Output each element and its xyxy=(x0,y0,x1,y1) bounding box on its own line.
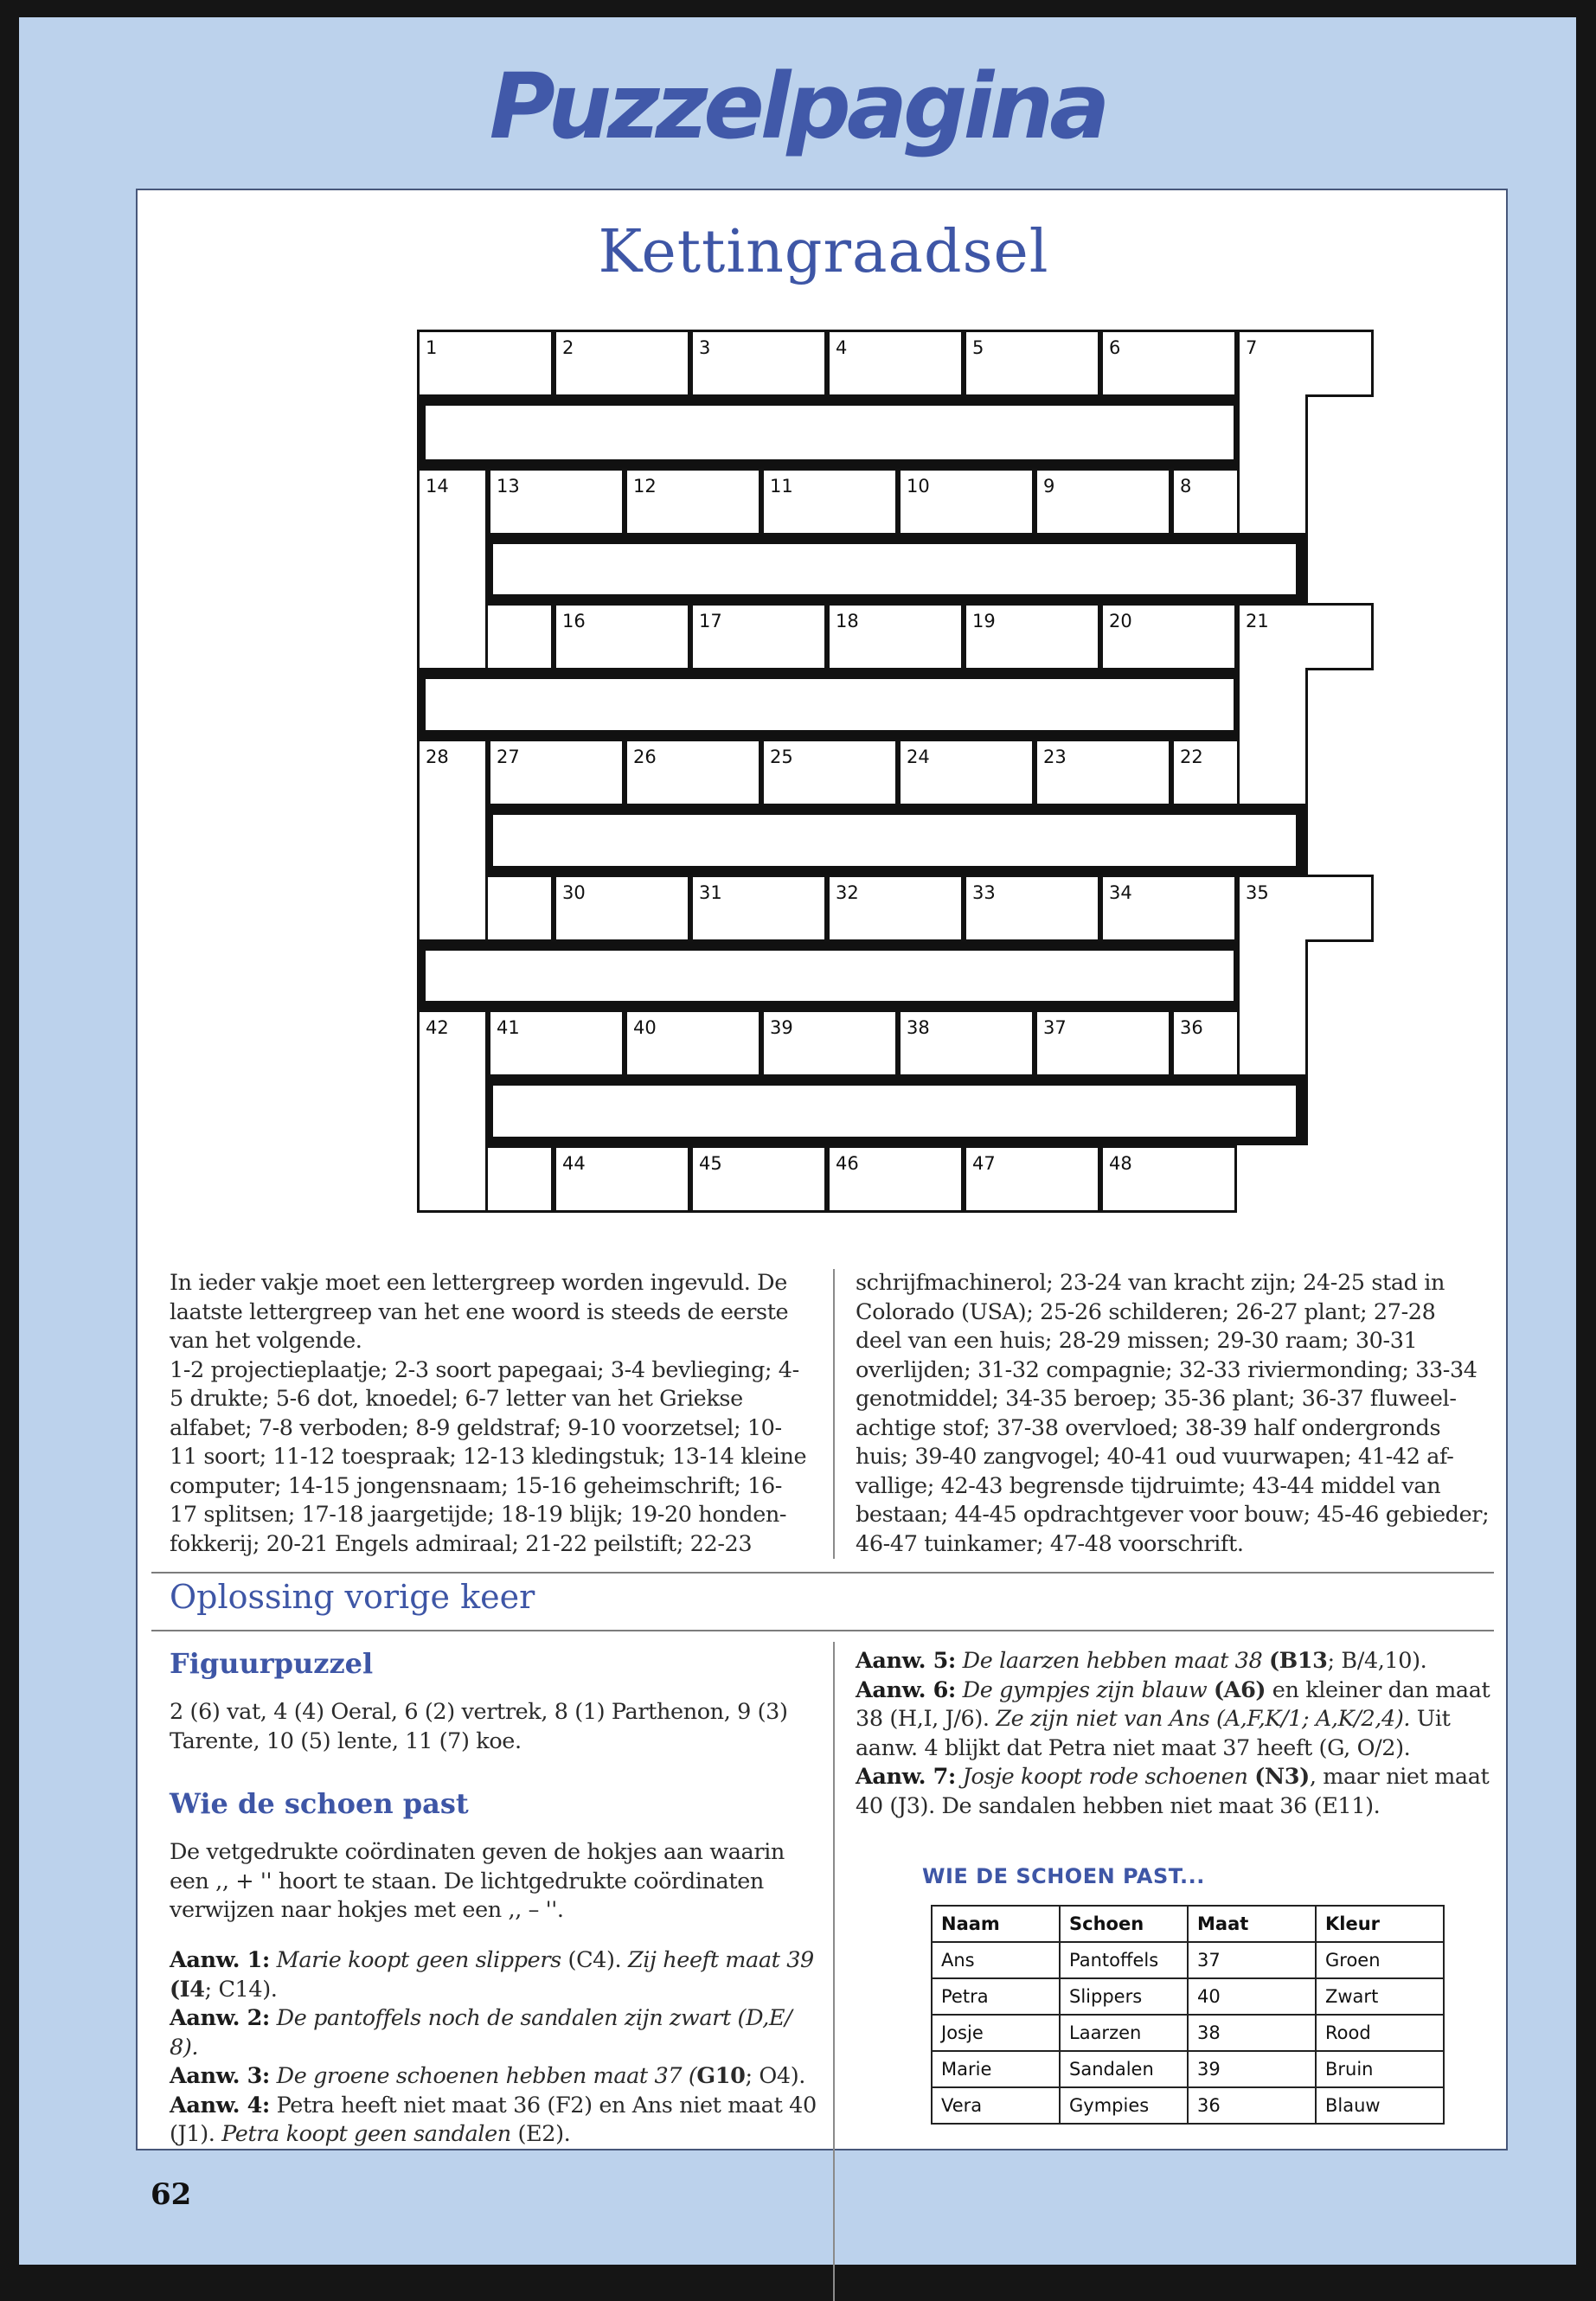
grid-cell[interactable] xyxy=(1100,875,1237,942)
hint-bold: (B13 xyxy=(1269,1648,1328,1674)
clues-left-column xyxy=(170,1269,810,1559)
cell-number: 23 xyxy=(1043,747,1067,767)
clue-line: van het volgende. xyxy=(170,1328,362,1354)
grid-connector xyxy=(417,804,488,942)
grid-cell[interactable] xyxy=(417,330,554,397)
grid-cell[interactable] xyxy=(898,739,1035,806)
clue-line: 1-2 projectieplaatje; 2-3 soort papegaai; 3-4 bevlieging; 4- xyxy=(170,1356,799,1383)
cell-number: 8 xyxy=(1180,476,1192,497)
clue-line: 17 splitsen; 17-18 jaargetijde; 18-19 blijk; 19-20 honden- xyxy=(170,1502,787,1528)
grid-cell[interactable] xyxy=(488,1009,625,1077)
hint-italic: Josje koopt rode schoenen xyxy=(962,1764,1248,1790)
clue-line: huis; 39-40 zangvogel; 40-41 oud vuurwapen; 41-42 af- xyxy=(856,1444,1454,1470)
hint-text: (E2). xyxy=(510,2121,571,2147)
table-cell: 40 xyxy=(1188,1978,1316,2015)
grid-cell[interactable] xyxy=(1237,875,1374,942)
text-line: een ,, + '' hoort te staan. De lichtgedrukte coördinaten xyxy=(170,1868,764,1894)
schoen-intro xyxy=(170,1838,827,1926)
magazine-page xyxy=(19,17,1576,2265)
text-line: De vetgedrukte coördinaten geven de hokjes aan waarin xyxy=(170,1839,785,1865)
cell-number: 5 xyxy=(972,337,984,358)
cell-number: 13 xyxy=(497,476,520,497)
grid-cell[interactable] xyxy=(554,875,690,942)
table-cell: Pantoffels xyxy=(1060,1942,1188,1978)
table-cell: Groen xyxy=(1316,1942,1444,1978)
text-line: verwijzen naar hokjes met een ,, – ''. xyxy=(170,1897,564,1923)
grid-cell[interactable] xyxy=(964,330,1100,397)
hint-text: (C4). xyxy=(561,1947,628,1973)
cell-number: 38 xyxy=(907,1017,930,1038)
hint-text: en kleiner dan maat xyxy=(1266,1676,1490,1703)
column-header: Maat xyxy=(1188,1906,1316,1942)
grid-connector xyxy=(1237,939,1308,1077)
cell-number: 21 xyxy=(1246,611,1269,631)
column-divider xyxy=(833,1642,835,2301)
grid-corridor xyxy=(426,951,1234,1001)
cell-number: 33 xyxy=(972,882,996,903)
hint-text: Uit xyxy=(1410,1706,1451,1732)
cell-number: 31 xyxy=(699,882,722,903)
grid-cell[interactable] xyxy=(964,603,1100,670)
cell-number: 2 xyxy=(562,337,574,358)
clue-line: Colorado (USA); 25-26 schilderen; 26-27 plant; 27-28 xyxy=(856,1298,1436,1325)
grid-cell[interactable] xyxy=(827,875,964,942)
clue-line: computer; 14-15 jongensnaam; 15-16 geheimschrift; 16- xyxy=(170,1472,782,1499)
clue-line: genotmiddel; 34-35 beroep; 35-36 plant; 36-37 fluweel- xyxy=(856,1386,1457,1412)
clue-line: deel van een huis; 28-29 missen; 29-30 raam; 30-31 xyxy=(856,1328,1418,1354)
table-cell: Sandalen xyxy=(1060,2051,1188,2087)
table-cell: Petra xyxy=(932,1978,1060,2015)
table-row xyxy=(932,2087,1444,2124)
grid-cell[interactable] xyxy=(488,468,625,535)
grid-cell[interactable] xyxy=(1035,468,1171,535)
grid-cell[interactable] xyxy=(1100,1145,1237,1213)
column-divider xyxy=(833,1269,835,1559)
column-header: Schoen xyxy=(1060,1906,1188,1942)
grid-cell[interactable] xyxy=(1237,603,1374,670)
grid-cell[interactable] xyxy=(554,603,690,670)
page-title: Kettingraadsel xyxy=(598,218,1049,286)
cell-number: 42 xyxy=(426,1017,449,1038)
hint-bold: (A6) xyxy=(1214,1676,1266,1703)
hint-italic: De pantoffels noch de sandalen zijn zwart (D,E/ xyxy=(276,2005,792,2031)
table-cell: Rood xyxy=(1316,2015,1444,2051)
hint-italic: 8). xyxy=(170,2034,199,2061)
cell-number: 22 xyxy=(1180,747,1203,767)
grid-cell[interactable] xyxy=(898,1009,1035,1077)
hints-left xyxy=(170,1946,827,2150)
cell-number: 46 xyxy=(836,1153,859,1174)
grid-connector xyxy=(1237,394,1308,535)
cell-number: 20 xyxy=(1109,611,1132,631)
section-rule xyxy=(151,1630,1494,1631)
cell-number: 39 xyxy=(770,1017,793,1038)
table-cell: 38 xyxy=(1188,2015,1316,2051)
cell-number: 48 xyxy=(1109,1153,1132,1174)
solution-table xyxy=(931,1905,1445,2125)
clue-line: alfabet; 7-8 verboden; 8-9 geldstraf; 9-10 voorzetsel; 10- xyxy=(170,1414,782,1441)
clue-line: laatste lettergreep van het ene woord is steeds de eerste xyxy=(170,1298,789,1325)
grid-cell[interactable] xyxy=(827,603,964,670)
content-panel xyxy=(136,189,1508,2150)
grid-cell[interactable] xyxy=(554,1145,690,1213)
grid-corridor xyxy=(493,1086,1296,1137)
clue-line: overlijden; 31-32 compagnie; 32-33 riviermonding; 33-34 xyxy=(856,1356,1477,1383)
cell-number: 41 xyxy=(497,1017,520,1038)
cell-number: 40 xyxy=(633,1017,657,1038)
clue-line: 5 drukte; 5-6 dot, knoedel; 6-7 letter van het Griekse xyxy=(170,1386,743,1412)
hint-text: ; O4). xyxy=(745,2063,805,2089)
grid-cell[interactable] xyxy=(761,1009,898,1077)
hints-right xyxy=(856,1647,1496,1821)
figuurpuzzel-answer xyxy=(170,1698,827,1756)
cell-number: 16 xyxy=(562,611,586,631)
cell-number: 10 xyxy=(907,476,930,497)
clue-line: 46-47 tuinkamer; 47-48 voorschrift. xyxy=(856,1530,1244,1557)
hint-bold: (N3) xyxy=(1254,1764,1310,1790)
hint-text: 38 (H,I, J/6). xyxy=(856,1706,997,1732)
table-cell: Gympies xyxy=(1060,2087,1188,2124)
cell-number: 12 xyxy=(633,476,657,497)
hint-italic: Ze zijn niet van Ans (A,F,K/1; A,K/2,4). xyxy=(996,1706,1411,1732)
clue-line: vallige; 42-43 begrensde tijdruimte; 43-44 middel van xyxy=(856,1472,1441,1499)
clue-line: achtige stof; 37-38 overvloed; 38-39 half ondergronds xyxy=(856,1414,1441,1441)
cell-number: 28 xyxy=(426,747,449,767)
grid-cell[interactable] xyxy=(417,468,488,535)
grid-cell[interactable] xyxy=(690,875,827,942)
hint-italic: Zij heeft maat 39 xyxy=(627,1947,814,1973)
hint-bold: (I4 xyxy=(170,1976,205,2003)
grid-cell[interactable] xyxy=(690,330,827,397)
table-row xyxy=(932,2051,1444,2087)
table-cell: Laarzen xyxy=(1060,2015,1188,2051)
grid-cell[interactable] xyxy=(488,739,625,806)
grid-cell[interactable] xyxy=(417,1009,488,1077)
table-cell: 36 xyxy=(1188,2087,1316,2124)
cell-number: 47 xyxy=(972,1153,996,1174)
cell-number: 1 xyxy=(426,337,438,358)
cell-number: 6 xyxy=(1109,337,1121,358)
hint-italic: Marie koopt geen slippers xyxy=(276,1947,561,1973)
table-cell: Blauw xyxy=(1316,2087,1444,2124)
clues-right-column xyxy=(856,1269,1504,1559)
hint-italic: De gympjes zijn blauw xyxy=(962,1676,1208,1703)
cell-number: 26 xyxy=(633,747,657,767)
hint-label: Aanw. 5: xyxy=(856,1648,956,1674)
hint-text: , maar niet maat xyxy=(1309,1764,1490,1790)
table-cell: Marie xyxy=(932,2051,1060,2087)
grid-corridor xyxy=(426,679,1234,730)
cell-number: 27 xyxy=(497,747,520,767)
clue-line: In ieder vakje moet een lettergreep worden ingevuld. De xyxy=(170,1270,787,1296)
hint-bold: G10 xyxy=(696,2063,746,2089)
cell-number: 30 xyxy=(562,882,586,903)
hint-italic: De groene schoenen hebben maat 37 ( xyxy=(276,2063,697,2089)
grid-cell[interactable] xyxy=(964,875,1100,942)
cell-number: 9 xyxy=(1043,476,1055,497)
table-cell: Bruin xyxy=(1316,2051,1444,2087)
cell-number: 14 xyxy=(426,476,449,497)
text-line: 2 (6) vat, 4 (4) Oeral, 6 (2) vertrek, 8 (1) Parthenon, 9 (3) xyxy=(170,1699,788,1725)
grid-cell[interactable] xyxy=(1035,1009,1171,1077)
grid-cell[interactable] xyxy=(898,468,1035,535)
column-header: Kleur xyxy=(1316,1906,1444,1942)
hint-text: (J1). xyxy=(170,2121,222,2147)
cell-number: 3 xyxy=(699,337,711,358)
hint-text: Petra heeft niet maat 36 (F2) en Ans niet maat 40 xyxy=(269,2092,817,2118)
hint-text: 40 (J3). De sandalen hebben niet maat 36 (E11). xyxy=(856,1792,1381,1819)
puzzle-page-banner: Puzzelpagina xyxy=(489,54,1106,159)
grid-cell[interactable] xyxy=(625,739,761,806)
cell-number: 37 xyxy=(1043,1017,1067,1038)
cell-number: 24 xyxy=(907,747,930,767)
grid-corridor xyxy=(493,544,1296,594)
solution-heading: Oplossing vorige keer xyxy=(170,1578,535,1616)
table-cell: Josje xyxy=(932,2015,1060,2051)
cell-number: 7 xyxy=(1246,337,1258,358)
grid-cell[interactable] xyxy=(690,603,827,670)
cell-number: 45 xyxy=(699,1153,722,1174)
grid-cell[interactable] xyxy=(1100,603,1237,670)
hint-label: Aanw. 6: xyxy=(856,1676,956,1703)
hint-label: Aanw. 4: xyxy=(170,2092,270,2118)
grid-cell[interactable] xyxy=(1035,739,1171,806)
hint-italic: De laarzen hebben maat 38 xyxy=(962,1648,1263,1674)
table-row xyxy=(932,2015,1444,2051)
grid-cell[interactable] xyxy=(761,739,898,806)
cell-number: 19 xyxy=(972,611,996,631)
cell-number: 11 xyxy=(770,476,793,497)
cell-number: 36 xyxy=(1180,1017,1203,1038)
table-cell: Vera xyxy=(932,2087,1060,2124)
grid-cell[interactable] xyxy=(1237,330,1374,397)
section-rule xyxy=(151,1572,1494,1574)
grid-cell[interactable] xyxy=(1100,330,1237,397)
clue-line: bestaan; 44-45 opdrachtgever voor bouw; 45-46 gebieder; xyxy=(856,1502,1490,1528)
clue-line: fokkerij; 20-21 Engels admiraal; 21-22 peilstift; 22-23 xyxy=(170,1530,753,1557)
grid-cell[interactable] xyxy=(827,330,964,397)
schoen-heading: Wie de schoen past xyxy=(170,1787,469,1820)
cell-number: 32 xyxy=(836,882,859,903)
table-cell: Slippers xyxy=(1060,1978,1188,2015)
grid-connector xyxy=(417,1074,488,1213)
hint-label: Aanw. 7: xyxy=(856,1764,956,1790)
table-row xyxy=(932,1942,1444,1978)
hint-label: Aanw. 3: xyxy=(170,2063,270,2089)
grid-cell[interactable] xyxy=(625,1009,761,1077)
hint-italic: Petra koopt geen sandalen xyxy=(221,2121,511,2147)
cell-number: 35 xyxy=(1246,882,1269,903)
table-cell: Ans xyxy=(932,1942,1060,1978)
grid-corridor xyxy=(426,406,1234,459)
cell-number: 25 xyxy=(770,747,793,767)
table-cell: 37 xyxy=(1188,1942,1316,1978)
table-cell: Zwart xyxy=(1316,1978,1444,2015)
grid-cell[interactable] xyxy=(761,468,898,535)
cell-number: 17 xyxy=(699,611,722,631)
hint-label: Aanw. 2: xyxy=(170,2005,270,2031)
grid-cell[interactable] xyxy=(827,1145,964,1213)
hint-label: Aanw. 1: xyxy=(170,1947,270,1973)
text-line: Tarente, 10 (5) lente, 11 (7) koe. xyxy=(170,1727,522,1754)
grid-connector xyxy=(1237,668,1308,806)
figuurpuzzel-heading: Figuurpuzzel xyxy=(170,1647,374,1680)
grid-corridor xyxy=(493,815,1296,866)
grid-cell[interactable] xyxy=(417,739,488,806)
solution-table-title: WIE DE SCHOEN PAST... xyxy=(922,1864,1205,1888)
page-number: 62 xyxy=(151,2177,192,2212)
cell-number: 44 xyxy=(562,1153,586,1174)
table-cell: 39 xyxy=(1188,2051,1316,2087)
table-header-row xyxy=(932,1906,1444,1942)
hint-text: ; B/4,10). xyxy=(1327,1648,1427,1674)
hint-text: ; C14). xyxy=(204,1976,278,2003)
clue-line: 11 soort; 11-12 toespraak; 12-13 kledingstuk; 13-14 kleine xyxy=(170,1444,807,1470)
hint-text: aanw. 4 blijkt dat Petra niet maat 37 heeft (G, O/2). xyxy=(856,1734,1411,1761)
grid-connector xyxy=(417,533,488,670)
column-header: Naam xyxy=(932,1906,1060,1942)
cell-number: 34 xyxy=(1109,882,1132,903)
grid-cell[interactable] xyxy=(964,1145,1100,1213)
cell-number: 18 xyxy=(836,611,859,631)
table-row xyxy=(932,1978,1444,2015)
clue-line: schrijfmachinerol; 23-24 van kracht zijn; 24-25 stad in xyxy=(856,1270,1445,1296)
grid-cell[interactable] xyxy=(690,1145,827,1213)
grid-cell[interactable] xyxy=(625,468,761,535)
cell-number: 4 xyxy=(836,337,848,358)
grid-cell[interactable] xyxy=(554,330,690,397)
